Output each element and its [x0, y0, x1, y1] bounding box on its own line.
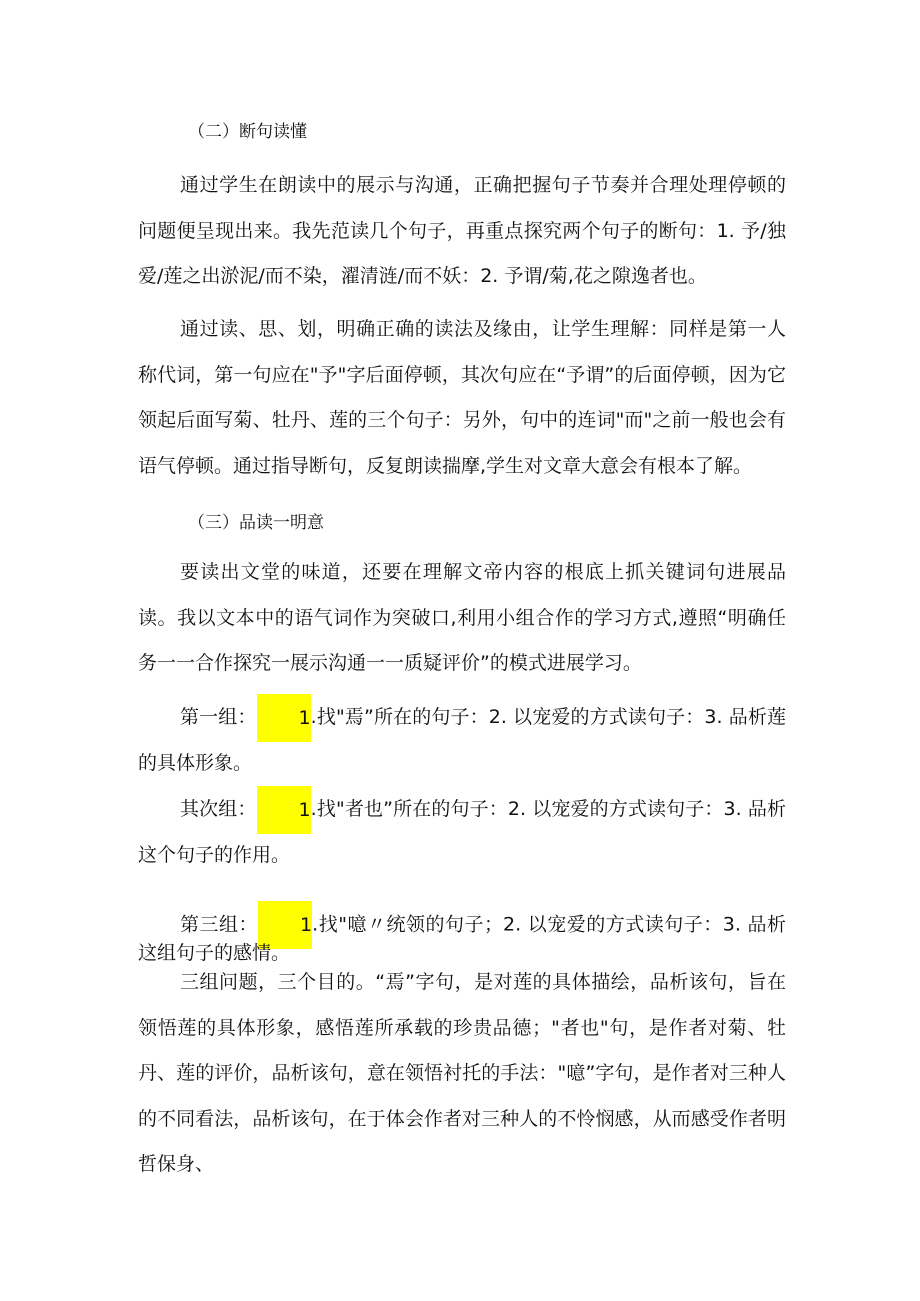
group-3-text: .找"噫〃统领的句子；2. 以宠爱的方式读句子：3. 品析这组句子的感情。 [138, 913, 786, 964]
section-heading-3: （三）品读一明意 [188, 513, 324, 533]
paragraph-reading-method: 要读出文堂的味道，还要在理解文帝内容的根底上抓关键词句进展品读。我以文本中的语气词作为突破口,利用小组合作的学习方式,遵照“明确任务一一合作探究一展示沟通一一质疑评价”的模式进展学习。 [138, 561, 786, 674]
group-3-highlight: 1 [258, 901, 312, 949]
paragraph-three-goals: 三组问题，三个目的。“焉”字句，是对莲的具体描绘，品析该句，旨在领悟莲的具体形象，感悟莲所承载的珍贵品德；"者也"句，是作者对菊、牡丹、莲的评价，品析该句，意在领悟衬托的手法："噫”字句，是作者对三种人的不同看法，品析该句，在于体会作者对三种人的不怜悯感，从而感受作者明哲保身、 [138, 971, 786, 1175]
paragraph-sentence-problem: 通过学生在朗读中的展示与沟通，正确把握句子节奏并合理处理停顿的问题便呈现出来。我先范读几个句子，再重点探究两个句子的断句：1. 予/独爱/莲之出淤泥/而不染，濯清涟/而不妖：2. 予谓/菊,花之隙逸者也。 [138, 174, 786, 287]
group-1-task [138, 695, 786, 786]
group-3-task [138, 907, 786, 964]
group-1-text: .找"焉”所在的句子：2. 以宠爱的方式读句子：3. 品析莲的具体形象。 [138, 706, 786, 774]
group-2-label: 其次组： [180, 798, 257, 820]
group-3-label: 第三组： [180, 913, 259, 936]
group-2-task [138, 787, 786, 878]
section-heading-2: （二）断句读懂 [188, 122, 307, 142]
paragraph-pause-explanation: 通过读、思、划，明确正确的读法及缘由，让学生理解：同样是第一人称代词，第一句应在"予"字后面停顿，其次句应在“予谓”的后面停顿，因为它领起后面写菊、牡丹、莲的三个句子：另外，句中的连词"而"之前一般也会有语气停顿。通过指导断句，反复朗读揣摩,学生对文章大意会有根本了解。 [138, 318, 786, 477]
group-1-label: 第一组： [180, 706, 257, 728]
group-1-highlight: 1 [257, 694, 311, 742]
group-2-text: .找"者也”所在的句子：2. 以宠爱的方式读句子：3. 品析这个句子的作用。 [138, 798, 786, 866]
group-2-highlight: 1 [257, 786, 311, 834]
